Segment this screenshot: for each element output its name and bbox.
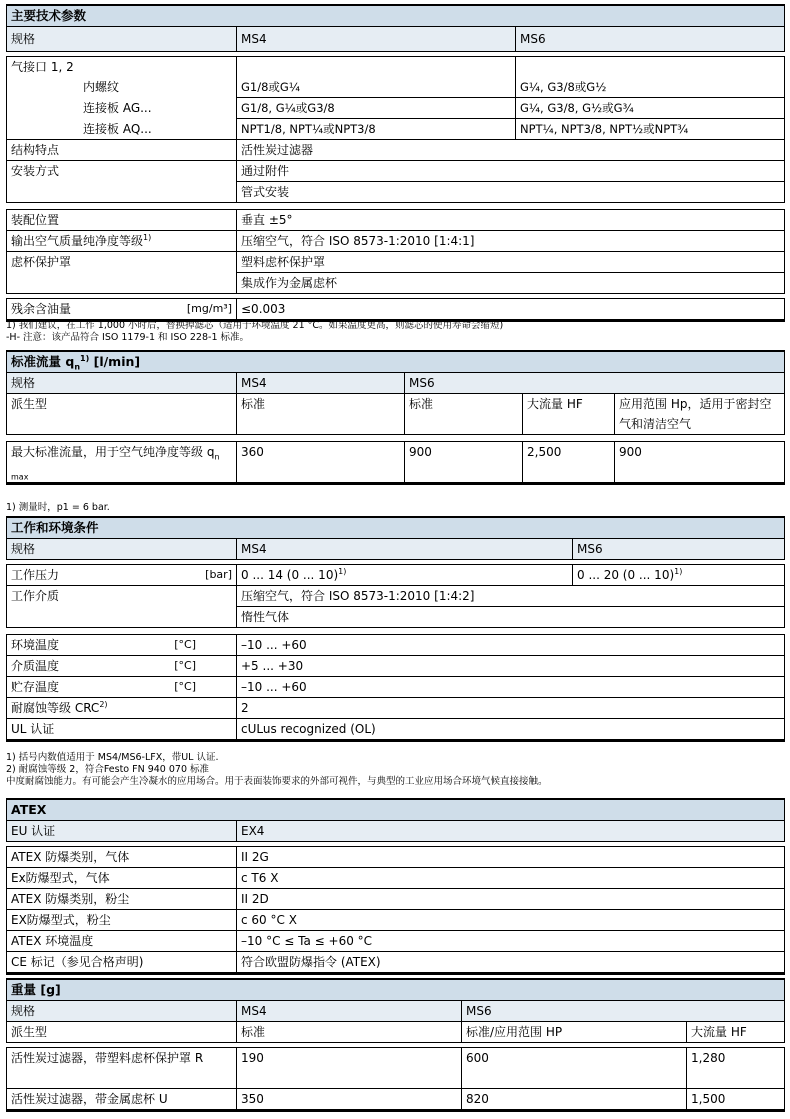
model-ms4: MS4 bbox=[237, 27, 516, 52]
model-ms6: MS6 bbox=[573, 539, 785, 560]
crc-value: 2 bbox=[237, 698, 785, 719]
atex-label: ATEX 防爆类别，粉尘 bbox=[7, 889, 237, 910]
guard-value: 集成作为金属虑杯 bbox=[237, 273, 785, 294]
variant: 应用范围 Hp，适用于密封空气和清洁空气 bbox=[615, 394, 785, 435]
max-flow-label: 最大标准流量，用于空气纯净度等级 $q_{n max}$ bbox=[7, 442, 237, 484]
port-type: 连接板 AG... bbox=[7, 98, 237, 119]
atex-label: EX防爆型式，粉尘 bbox=[7, 910, 237, 931]
model-ms4: MS4 bbox=[237, 539, 573, 560]
variant: 大流量 HF bbox=[687, 1022, 785, 1043]
atex-value: –10 °C ≤ Ta ≤ +60 °C bbox=[237, 931, 785, 952]
spacer bbox=[7, 203, 785, 210]
atex-section bbox=[6, 798, 784, 975]
weight-row-label: 活性炭过滤器，带金属虑杯 U bbox=[7, 1089, 237, 1111]
port-type: 内螺纹 bbox=[7, 77, 237, 98]
atex-label: CE 标记（参见合格声明) bbox=[7, 952, 237, 974]
atex-label: Ex防爆型式，气体 bbox=[7, 868, 237, 889]
pressure-unit: [bar] bbox=[205, 568, 232, 581]
main-tech-table bbox=[6, 4, 785, 322]
oil-unit: [mg/m³] bbox=[186, 302, 232, 315]
model-label: 规格 bbox=[7, 1001, 237, 1022]
footnote: 2) 耐腐蚀等级 2，符合Festo FN 940 070 标准 bbox=[6, 764, 210, 775]
storage-label: 贮存温度 bbox=[11, 680, 60, 694]
atex-label: ATEX 防爆类别，气体 bbox=[7, 847, 237, 868]
atex-value: II 2G bbox=[237, 847, 785, 868]
footnote: 1) 测量时，p1 = 6 bar. bbox=[6, 502, 110, 513]
model-ms6: MS6 bbox=[405, 373, 785, 394]
crc-label: 耐腐蚀等级 CRC bbox=[11, 701, 100, 715]
footnote: -H- 注意：该产品符合 ISO 1179-1 和 ISO 228-1 标准。 bbox=[6, 332, 250, 343]
model-label: 规格 bbox=[7, 27, 237, 52]
port-label: 气接口 1, 2 bbox=[7, 57, 237, 78]
port-ms6: G¼, G3/8或G½ bbox=[516, 77, 785, 98]
mounting-value: 通过附件 bbox=[237, 161, 785, 182]
mounting-value: 管式安装 bbox=[237, 182, 785, 203]
flow-value: 360 bbox=[237, 442, 405, 484]
ul-value: cULus recognized (OL) bbox=[237, 719, 785, 741]
footnote: 中度耐腐蚀能力。有可能会产生冷凝水的应用场合。用于表面装饰要求的外部可视件，与典型的工业应用场合环境气候直接接触。 bbox=[6, 776, 548, 787]
variant: 大流量 HF bbox=[523, 394, 615, 435]
storage-value: –10 ... +60 bbox=[237, 677, 785, 698]
flow-value: 900 bbox=[405, 442, 523, 484]
port-ms4: NPT1/8, NPT¼或NPT3/8 bbox=[237, 119, 516, 140]
port-ms6: G¼, G3/8, G½或G¾ bbox=[516, 98, 785, 119]
medium-temp-unit: [°C] bbox=[174, 659, 196, 672]
medium-value: 压缩空气，符合 ISO 8573-1:2010 [1:4:2] bbox=[237, 586, 785, 607]
atex-value: 符合欧盟防爆指令 (ATEX) bbox=[237, 952, 785, 974]
section-title: 主要技术参数 bbox=[7, 5, 785, 27]
position-value: 垂直 ±5° bbox=[237, 210, 785, 231]
position-label: 装配位置 bbox=[7, 210, 237, 231]
spacer bbox=[7, 435, 785, 442]
guard-label: 虑杯保护罩 bbox=[7, 252, 237, 294]
atex-value: c T6 X bbox=[237, 868, 785, 889]
medium-label: 工作介质 bbox=[7, 586, 237, 628]
port-ms4: G1/8或G¼ bbox=[237, 77, 516, 98]
variant: 标准 bbox=[237, 394, 405, 435]
port-ms6: NPT¼, NPT3/8, NPT½或NPT¾ bbox=[516, 119, 785, 140]
model-ms6: MS6 bbox=[516, 27, 785, 52]
storage-unit: [°C] bbox=[174, 680, 196, 693]
weight-value: 600 bbox=[462, 1048, 687, 1089]
ambient-value: –10 ... +60 bbox=[237, 635, 785, 656]
atex-value: II 2D bbox=[237, 889, 785, 910]
guard-value: 塑料虑杯保护罩 bbox=[237, 252, 785, 273]
purity-label: 输出空气质量纯净度等级 bbox=[11, 234, 144, 248]
pressure-label: 工作压力 bbox=[11, 568, 60, 582]
ambient-label: 环境温度 bbox=[11, 638, 60, 652]
weight-value: 1,280 bbox=[687, 1048, 785, 1089]
model-ms4: MS4 bbox=[237, 373, 405, 394]
flow-section bbox=[6, 350, 784, 485]
weight-value: 190 bbox=[237, 1048, 462, 1089]
section-title: 标准流量 $q_n^{1)}$ [l/min] bbox=[7, 351, 785, 373]
flow-value: 2,500 bbox=[523, 442, 615, 484]
variant-label: 派生型 bbox=[7, 1022, 237, 1043]
ul-label: UL 认证 bbox=[7, 719, 237, 741]
weight-row-label: 活性炭过滤器，带塑料虑杯保护罩 R bbox=[7, 1048, 237, 1089]
variant: 标准 bbox=[237, 1022, 462, 1043]
footnote-ref: 1) bbox=[143, 233, 152, 242]
structure-value: 活性炭过滤器 bbox=[237, 140, 785, 161]
footnote: 1) 括号内数值适用于 MS4/MS6-LFX，带UL 认证. bbox=[6, 752, 219, 763]
atex-value: c 60 °C X bbox=[237, 910, 785, 931]
footnote: 1) 我们建议，在工作 1,000 小时后，替换掉滤芯（适用于环境温度 21 °C。如果温度更高，则滤芯的使用寿命会缩短) bbox=[6, 320, 504, 331]
model-label: 规格 bbox=[7, 373, 237, 394]
mounting-label: 安装方式 bbox=[7, 161, 237, 203]
flow-table bbox=[6, 350, 785, 485]
weight-value: 820 bbox=[462, 1089, 687, 1111]
footnotes-2 bbox=[6, 502, 110, 514]
variant-label: 派生型 bbox=[7, 394, 237, 435]
medium-temp-label: 介质温度 bbox=[11, 659, 60, 673]
medium-temp-value: +5 ... +30 bbox=[237, 656, 785, 677]
ambient-unit: [°C] bbox=[174, 638, 196, 651]
port-type: 连接板 AQ... bbox=[7, 119, 237, 140]
section-title: 工作和环境条件 bbox=[7, 517, 785, 539]
atex-value: EX4 bbox=[237, 821, 785, 842]
section-title: 重量 [g] bbox=[7, 979, 785, 1001]
structure-label: 结构特点 bbox=[7, 140, 237, 161]
atex-table bbox=[6, 798, 785, 975]
oil-value: ≤0.003 bbox=[237, 299, 785, 321]
env-table: 工作和环境条件 规格 MS4 MS6 工作压力 [bar] 0 ... 14 (0 ... 10)$^{1)}$ 0 ... 20 (0 ... 10)$^{1)}$ 工作介质 压缩空气，符合 ISO 8573-1:2010 [1:4:2] 惰性气体 环境温度 [°C] –10 ... +60 介质温度 [°C] +5 ... +30 贮存温度 [°C] –10 ... +60 耐腐蚀等级 CRC$^{2)}$ 2 UL 认证 cULus recognized (OL) bbox=[6, 516, 785, 742]
weight-table bbox=[6, 978, 785, 1112]
section-title: ATEX bbox=[7, 799, 785, 821]
oil-label: 残余含油量 bbox=[11, 302, 72, 316]
port-ms4: G1/8, G¼或G3/8 bbox=[237, 98, 516, 119]
variant: 标准/应用范围 HP bbox=[462, 1022, 687, 1043]
weight-value: 350 bbox=[237, 1089, 462, 1111]
weight-value: 1,500 bbox=[687, 1089, 785, 1111]
medium-value: 惰性气体 bbox=[237, 607, 785, 628]
model-label: 规格 bbox=[7, 539, 237, 560]
variant: 标准 bbox=[405, 394, 523, 435]
model-ms4: MS4 bbox=[237, 1001, 462, 1022]
spacer bbox=[7, 628, 785, 635]
main-tech-section bbox=[6, 4, 784, 322]
model-ms6: MS6 bbox=[462, 1001, 785, 1022]
footnotes-3 bbox=[6, 752, 548, 788]
footnotes-1 bbox=[6, 320, 503, 344]
atex-label: EU 认证 bbox=[7, 821, 237, 842]
weight-section bbox=[6, 978, 784, 1112]
pressure-ms6: 0 ... 20 (0 ... 10) bbox=[577, 568, 675, 582]
purity-value: 压缩空气，符合 ISO 8573-1:2010 [1:4:1] bbox=[237, 231, 785, 252]
atex-label: ATEX 环境温度 bbox=[7, 931, 237, 952]
env-section bbox=[6, 516, 784, 742]
flow-value: 900 bbox=[615, 442, 785, 484]
pressure-ms4: 0 ... 14 (0 ... 10) bbox=[241, 568, 339, 582]
